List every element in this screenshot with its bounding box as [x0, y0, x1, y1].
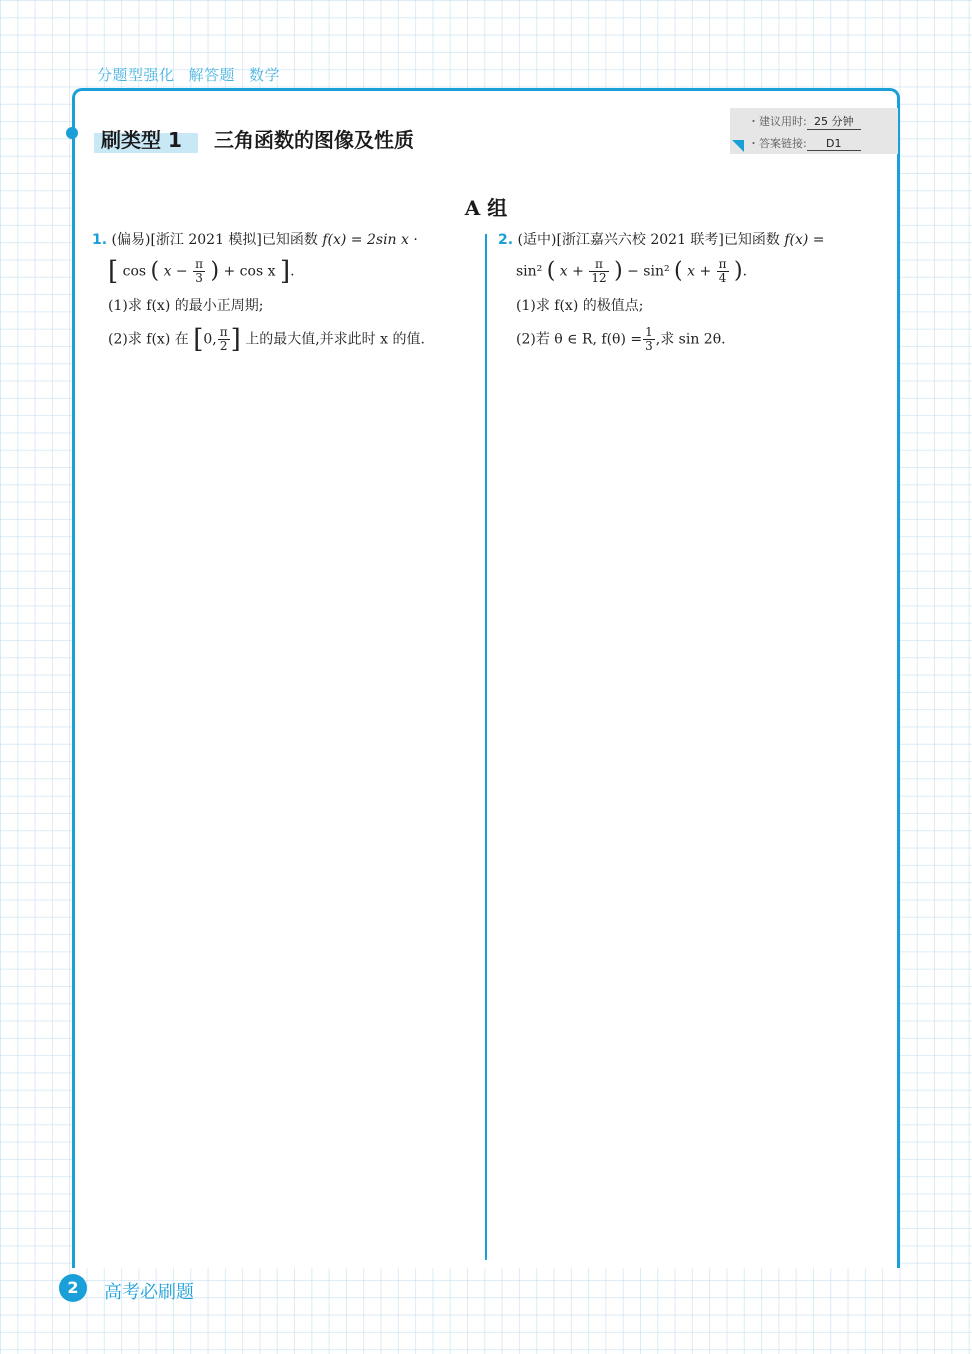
- paren-open: (: [150, 258, 160, 284]
- header-item: 数学: [249, 66, 281, 84]
- answer-label: ・答案链接:: [748, 137, 807, 150]
- section-title: 三角函数的图像及性质: [214, 128, 414, 152]
- q2-frac1-den: 12: [591, 271, 607, 285]
- q1-part2-fraction: [218, 326, 230, 353]
- time-value: 25 分钟: [807, 113, 861, 130]
- q2-frac1-num: π: [589, 258, 608, 272]
- triangle-marker-icon: [732, 140, 744, 152]
- q2-function: f(x) =: [784, 232, 825, 248]
- book-title: 高考必刷题: [104, 1282, 194, 1303]
- paren-close: ): [210, 258, 220, 284]
- q1-part2: [108, 326, 425, 353]
- q1-frac-num: π: [195, 257, 203, 271]
- suggested-time: [748, 113, 861, 130]
- q1-part2-a: (2)求 f(x) 在: [108, 331, 189, 348]
- bracket-close: ]: [279, 256, 291, 287]
- q2-frac2-num: π: [718, 257, 727, 271]
- header-item: 解答题: [188, 66, 236, 84]
- q2-fraction-2: [717, 258, 729, 285]
- q1-plus-cos: + cos x: [223, 263, 276, 280]
- paren-open: (: [546, 258, 556, 284]
- q2-part2-b: ,求 sin 2θ.: [655, 331, 726, 348]
- q1-part2-b: 0,: [203, 331, 217, 348]
- section-prefix: 刷类型 1: [101, 128, 182, 152]
- q1-stem: (偏易)[浙江 2021 模拟]已知函数: [111, 232, 318, 248]
- q2-x1: x +: [559, 263, 584, 280]
- answer-link: [748, 135, 861, 151]
- running-header: [97, 64, 294, 85]
- q1-fraction: [193, 258, 205, 285]
- q1-cos: cos: [122, 263, 147, 280]
- q2-frac2-den: 4: [718, 271, 727, 285]
- q1-number: 1.: [92, 232, 108, 248]
- page-number-badge: 2: [59, 1274, 87, 1302]
- bracket-close: ]: [230, 324, 241, 355]
- q1-part1: (1)求 f(x) 的最小正周期;: [108, 298, 264, 314]
- q2-number: 2.: [498, 232, 514, 248]
- q2-minus-sin: − sin²: [627, 263, 670, 280]
- time-label: ・建议用时:: [748, 115, 807, 128]
- q2-line1: [498, 230, 825, 250]
- q2-stem: (适中)[浙江嘉兴六校 2021 联考]已知函数: [517, 232, 780, 248]
- q2-part2-num: 1: [645, 325, 653, 339]
- q1-frac-den: 3: [195, 271, 203, 285]
- q2-fraction-1: [589, 258, 608, 285]
- header-item: 分题型强化: [97, 66, 175, 84]
- q2-line2: [516, 258, 747, 285]
- q2-part2: [516, 326, 726, 353]
- q1-function: f(x) = 2sin x ·: [322, 232, 418, 248]
- q2-end: .: [742, 263, 748, 280]
- q1-part2-den: 2: [219, 339, 228, 353]
- group-title: A 组: [464, 196, 508, 220]
- q2-part2-a: (2)若 θ ∈ R, f(θ) =: [516, 331, 643, 348]
- answer-value: D1: [807, 137, 861, 151]
- info-box: [730, 108, 898, 154]
- paren-close: ): [733, 258, 743, 284]
- q2-part2-den: 3: [645, 339, 653, 353]
- bracket-open: [: [108, 256, 119, 287]
- q1-x: x −: [163, 263, 188, 280]
- bracket-open: [: [193, 324, 204, 355]
- paren-open: (: [674, 258, 683, 284]
- paren-close: ): [614, 258, 623, 284]
- q1-part2-c: 上的最大值,并求此时 x 的值.: [245, 331, 425, 348]
- q1-line2: [108, 258, 295, 285]
- q2-x2: x +: [687, 263, 712, 280]
- q1-line1: [92, 230, 418, 250]
- frame-dot-icon: [66, 127, 78, 139]
- q1-end: .: [290, 263, 295, 280]
- q1-part2-num: π: [219, 325, 228, 339]
- q2-part2-fraction: [643, 326, 655, 353]
- column-divider: [485, 234, 487, 1260]
- q2-sin1: sin²: [516, 263, 543, 280]
- q2-part1: (1)求 f(x) 的极值点;: [516, 298, 644, 314]
